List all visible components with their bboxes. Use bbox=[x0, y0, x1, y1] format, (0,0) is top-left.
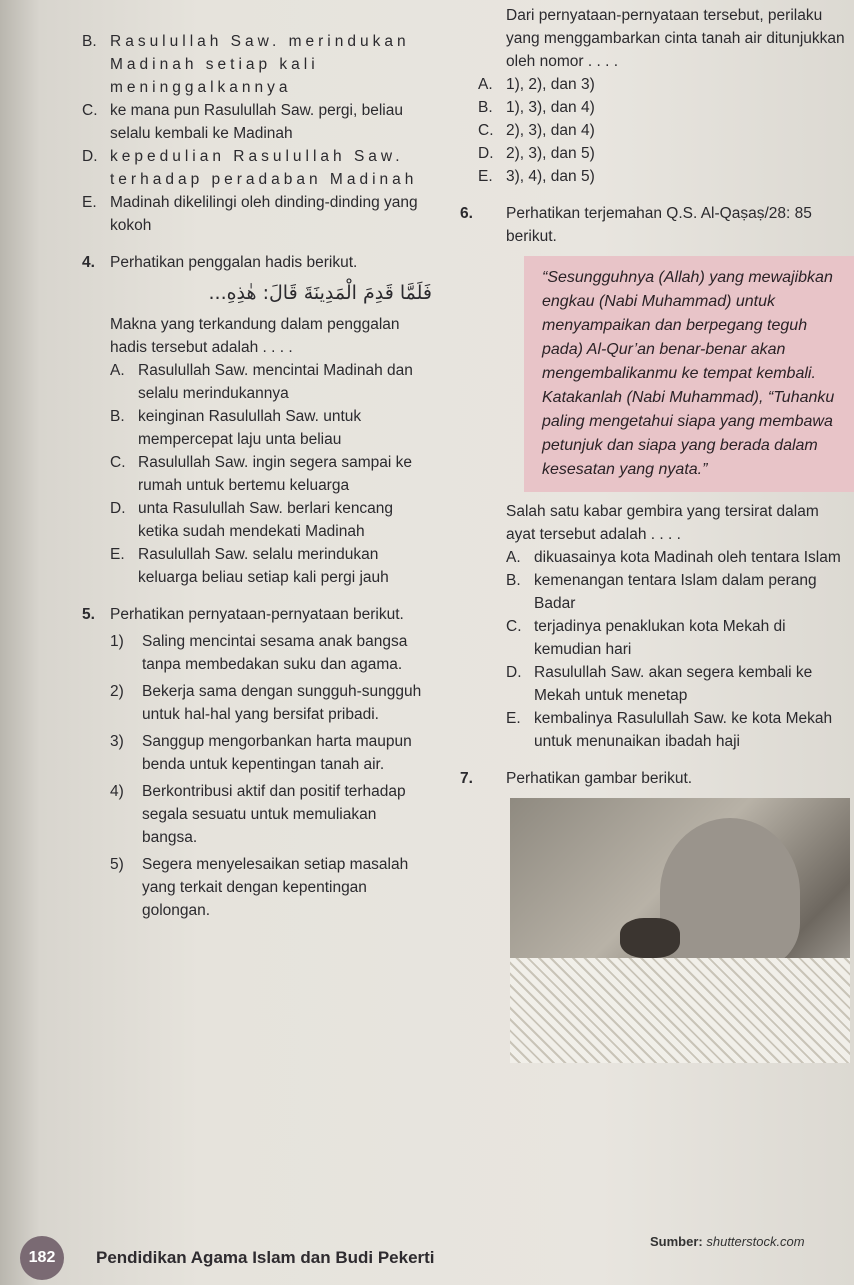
option-text: kemenangan tentara Islam dalam perang Badar bbox=[534, 572, 817, 612]
option-text: Rasulullah Saw. selalu merindukan keluarga beliau setiap kali pergi jauh bbox=[138, 546, 389, 586]
option-q5-e bbox=[478, 165, 850, 188]
question-4 bbox=[82, 251, 432, 589]
option-label: C. bbox=[82, 102, 98, 119]
q5-options bbox=[478, 73, 850, 188]
option-text: unta Rasulullah Saw. berlari kencang ketika sudah mendekati Madinah bbox=[138, 500, 394, 540]
statement-2 bbox=[110, 680, 432, 726]
question-6 bbox=[460, 202, 850, 753]
option-q4-b bbox=[110, 405, 432, 451]
statement-label: 5) bbox=[110, 856, 124, 873]
statement-3 bbox=[110, 730, 432, 776]
option-q5-a bbox=[478, 73, 850, 96]
question-number: 5. bbox=[82, 606, 95, 623]
option-text: kepedulian Rasulullah Saw. terhadap peradaban Madinah bbox=[110, 148, 418, 188]
question-text: Salah satu kabar gembira yang tersirat dalam ayat tersebut adalah . . . . bbox=[506, 503, 819, 543]
question-stem: Perhatikan penggalan hadis berikut. bbox=[110, 254, 358, 271]
photo-hands-shape bbox=[620, 918, 680, 958]
statement-text: Bekerja sama dengan sungguh-sungguh untuk hal-hal yang bersifat pribadi. bbox=[142, 683, 422, 723]
option-label: A. bbox=[478, 76, 493, 93]
option-label: E. bbox=[506, 710, 521, 727]
option-text: 1), 2), dan 3) bbox=[506, 76, 595, 93]
option-q6-c bbox=[506, 615, 850, 661]
question-stem: Perhatikan terjemahan Q.S. Al-Qaṣaṣ/28: 85 berikut. bbox=[506, 205, 812, 245]
option-text: ke mana pun Rasulullah Saw. pergi, beliau selalu kembali ke Madinah bbox=[110, 102, 403, 142]
statement-1 bbox=[110, 630, 432, 676]
option-label: B. bbox=[478, 99, 493, 116]
option-text: Rasulullah Saw. merindukan Madinah setiap kali meninggalkannya bbox=[110, 33, 410, 96]
craft-photo bbox=[510, 798, 850, 1063]
option-text: Madinah dikelilingi oleh dinding-dinding yang kokoh bbox=[110, 194, 418, 234]
photo-table-shape bbox=[510, 958, 850, 1063]
question-number: 6. bbox=[460, 205, 473, 222]
option-text: keinginan Rasulullah Saw. untuk mempercepat laju unta beliau bbox=[138, 408, 362, 448]
option-label: D. bbox=[478, 145, 494, 162]
statement-text: Berkontribusi aktif dan positif terhadap segala sesuatu untuk memuliakan bangsa. bbox=[142, 783, 406, 846]
option-text: kembalinya Rasulullah Saw. ke kota Mekah untuk menunaikan ibadah haji bbox=[534, 710, 833, 750]
photo-person-shape bbox=[660, 818, 800, 968]
statement-label: 2) bbox=[110, 683, 124, 700]
option-label: E. bbox=[478, 168, 493, 185]
option-label: B. bbox=[82, 33, 97, 50]
option-q3-e bbox=[82, 191, 432, 237]
option-q5-b bbox=[478, 96, 850, 119]
option-q4-a bbox=[110, 359, 432, 405]
option-label: D. bbox=[82, 148, 98, 165]
question-5 bbox=[82, 603, 432, 922]
page-number: 182 bbox=[20, 1236, 64, 1280]
hadith-arabic: فَلَمَّا قَدِمَ الْمَدِينَةَ قَالَ: هٰذِهِ... bbox=[208, 282, 432, 304]
option-text: Rasulullah Saw. mencintai Madinah dan selalu merindukannya bbox=[138, 362, 413, 402]
option-text: 3), 4), dan 5) bbox=[506, 168, 595, 185]
option-q6-d bbox=[506, 661, 850, 707]
option-text: dikuasainya kota Madinah oleh tentara Islam bbox=[534, 549, 841, 566]
option-q4-c bbox=[110, 451, 432, 497]
option-label: D. bbox=[110, 500, 126, 517]
option-text: 2), 3), dan 4) bbox=[506, 122, 595, 139]
statement-text: Segera menyelesaikan setiap masalah yang terkait dengan kepentingan golongan. bbox=[142, 856, 409, 919]
question-5-continuation: Dari pernyataan-pernyataan tersebut, perilaku yang menggambarkan cinta tanah air ditunjukkan oleh nomor . . . . bbox=[506, 7, 845, 70]
option-label: C. bbox=[506, 618, 522, 635]
option-label: E. bbox=[110, 546, 125, 563]
option-label: C. bbox=[110, 454, 126, 471]
option-label: B. bbox=[110, 408, 125, 425]
option-q6-a bbox=[506, 546, 850, 569]
option-text: terjadinya penaklukan kota Mekah di kemudian hari bbox=[534, 618, 786, 658]
statement-4 bbox=[110, 780, 432, 849]
option-label: E. bbox=[82, 194, 97, 211]
option-label: B. bbox=[506, 572, 521, 589]
option-text: Rasulullah Saw. akan segera kembali ke Mekah untuk menetap bbox=[534, 664, 813, 704]
option-text: Rasulullah Saw. ingin segera sampai ke rumah untuk bertemu keluarga bbox=[138, 454, 412, 494]
question-stem: Perhatikan pernyataan-pernyataan berikut. bbox=[110, 606, 404, 623]
statement-label: 3) bbox=[110, 733, 124, 750]
image-source bbox=[650, 1234, 805, 1249]
statement-text: Saling mencintai sesama anak bangsa tanpa membedakan suku dan agama. bbox=[142, 633, 408, 673]
book-title: Pendidikan Agama Islam dan Budi Pekerti bbox=[96, 1248, 435, 1267]
option-q6-e bbox=[506, 707, 850, 753]
statement-5 bbox=[110, 853, 432, 922]
option-label: A. bbox=[506, 549, 521, 566]
option-label: D. bbox=[506, 664, 522, 681]
question-number: 4. bbox=[82, 254, 95, 271]
option-q5-d bbox=[478, 142, 850, 165]
option-text: 2), 3), dan 5) bbox=[506, 145, 595, 162]
question-number: 7. bbox=[460, 770, 473, 787]
question-7 bbox=[460, 767, 850, 1063]
source-label: Sumber: bbox=[650, 1234, 703, 1249]
statement-text: Sanggup mengorbankan harta maupun benda untuk kepentingan tanah air. bbox=[142, 733, 412, 773]
option-label: C. bbox=[478, 122, 494, 139]
option-q3-b bbox=[82, 30, 432, 99]
statement-label: 4) bbox=[110, 783, 124, 800]
right-column bbox=[460, 4, 850, 1063]
statement-label: 1) bbox=[110, 633, 124, 650]
option-q3-c bbox=[82, 99, 432, 145]
option-q5-c bbox=[478, 119, 850, 142]
source-value: shutterstock.com bbox=[706, 1234, 805, 1249]
option-text: 1), 3), dan 4) bbox=[506, 99, 595, 116]
option-q6-b bbox=[506, 569, 850, 615]
question-stem: Perhatikan gambar berikut. bbox=[506, 770, 693, 787]
quran-translation-quote: “Sesungguhnya (Allah) yang mewajibkan engkau (Nabi Muhammad) untuk menyampaikan dan berpegang teguh pada) Al-Qur’an benar-benar akan mengembalikanmu ke tempat kembali. Katakanlah (Nabi Muhammad), “Tuhanku paling mengetahui siapa yang membawa petunjuk dan siapa yang berada dalam kesesatan yang nyata.” bbox=[524, 256, 854, 492]
option-q4-d bbox=[110, 497, 432, 543]
option-q4-e bbox=[110, 543, 432, 589]
left-column bbox=[82, 30, 432, 922]
question-text: Makna yang terkandung dalam penggalan hadis tersebut adalah . . . . bbox=[110, 316, 400, 356]
q3-options bbox=[82, 30, 432, 237]
option-q3-d bbox=[82, 145, 432, 191]
option-label: A. bbox=[110, 362, 125, 379]
